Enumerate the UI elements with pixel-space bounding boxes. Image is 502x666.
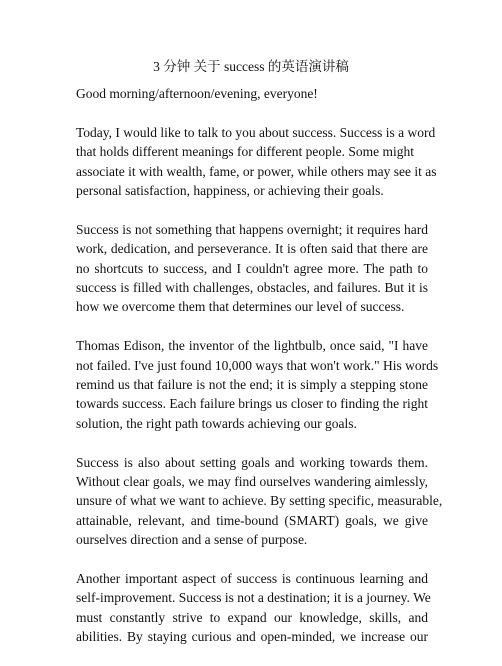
paragraph-goals bbox=[76, 453, 443, 550]
text-line: work, dedication, and perseverance. It is often said that there are bbox=[76, 241, 428, 257]
text-line: Success is not something that happens overnight; it requires hard bbox=[76, 221, 428, 237]
paragraph-edison-quote bbox=[76, 336, 439, 433]
text-line: Today, I would like to talk to you about success. Success is a word bbox=[76, 124, 436, 140]
text-line: no shortcuts to success, and I couldn't agree more. The path to bbox=[76, 260, 428, 276]
text-line: Success is also about setting goals and working towards them. bbox=[76, 454, 428, 470]
text-line: must constantly strive to expand our knowledge, skills, and bbox=[76, 609, 428, 625]
text-line: self-improvement. Success is not a destination; it is a journey. We bbox=[76, 590, 431, 606]
text-line: how we overcome them that determines our level of success. bbox=[76, 299, 405, 315]
text-line: abilities. By staying curious and open-minded, we increase our bbox=[76, 629, 428, 645]
document-title: 3 分钟 关于 success 的英语演讲稿 bbox=[153, 59, 349, 74]
paragraph-introduction bbox=[76, 123, 437, 201]
text-line: not failed. I've just found 10,000 ways that won't work." His words bbox=[76, 357, 439, 373]
text-line: towards success. Each failure brings us closer to finding the right bbox=[76, 396, 429, 412]
text-line: attainable, relevant, and time-bound (SMART) goals, we give bbox=[76, 512, 428, 528]
text-line: solution, the right path towards achieving our goals. bbox=[76, 415, 357, 431]
paragraph-hard-work bbox=[76, 220, 428, 317]
text-line: ourselves direction and a sense of purpose. bbox=[76, 532, 308, 548]
text-line: Good morning/afternoon/evening, everyone! bbox=[76, 86, 318, 101]
text-line: remind us that failure is not the end; it is simply a stepping stone bbox=[76, 377, 428, 393]
text-line: Without clear goals, we may find ourselves wandering aimlessly, bbox=[76, 474, 428, 490]
text-line: personal satisfaction, happiness, or achieving their goals. bbox=[76, 183, 384, 199]
paragraph-learning bbox=[76, 569, 431, 647]
paragraph-greeting bbox=[76, 84, 428, 103]
document-body bbox=[76, 84, 443, 666]
text-line: success is filled with challenges, obstacles, and failures. But it is bbox=[76, 280, 428, 296]
text-line: that holds different meanings for different people. Some might bbox=[76, 144, 415, 160]
text-line: associate it with wealth, fame, or power, while others may see it as bbox=[76, 163, 437, 179]
text-line: Thomas Edison, the inventor of the lightbulb, once said, "I have bbox=[76, 338, 428, 354]
text-line: unsure of what we want to achieve. By setting specific, measurable, bbox=[76, 493, 443, 509]
text-line: Another important aspect of success is continuous learning and bbox=[76, 571, 428, 587]
